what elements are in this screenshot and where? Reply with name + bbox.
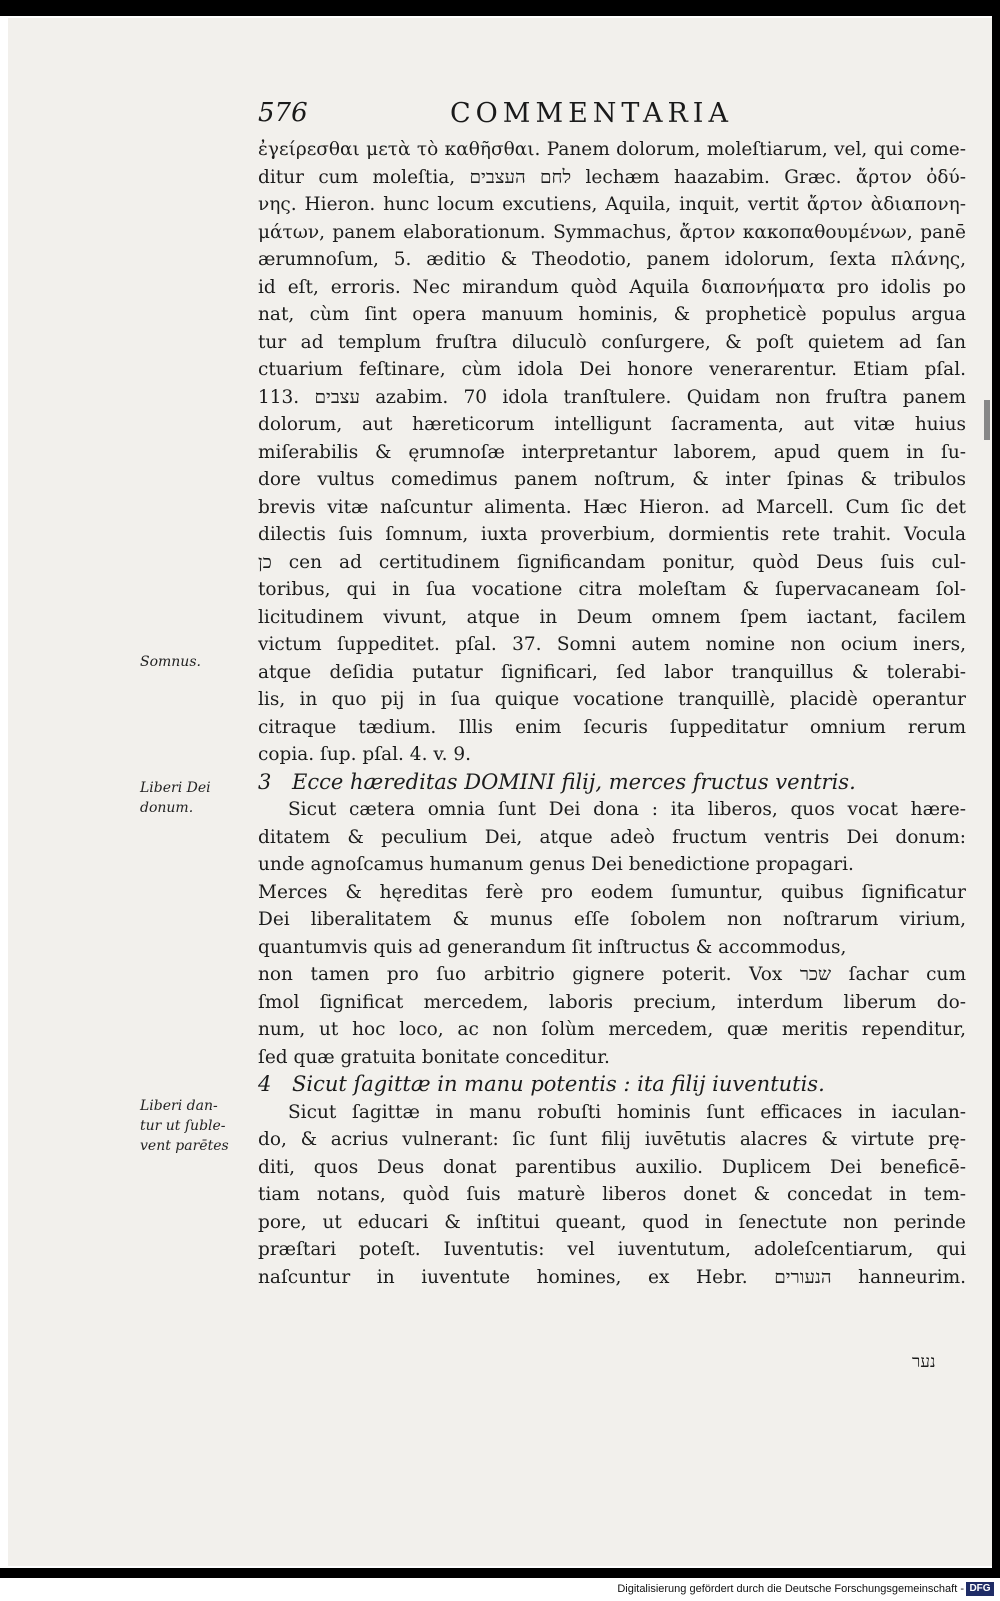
text-line: victum ſuppeditet. pſal. 37. Somni autem nomine non ocium iners, xyxy=(258,634,966,655)
text-line: toribus, qui in ſua vocatione citra moleſtam & ſupervacaneam ſol- xyxy=(258,579,966,600)
text-line: ditur cum moleſtia, לחם העצבים lechæm haazabim. Græc. ἄρτον ὀδύ- xyxy=(258,166,966,188)
text-line: כן cen ad certitudinem ſignificandam ponitur, quòd Deus ſuis cul- xyxy=(258,551,966,573)
margin-note-line: Liberi dan- xyxy=(140,1098,218,1114)
right-frame-edge xyxy=(992,16,1000,1568)
margin-note-line: tur ut ſuble- xyxy=(140,1118,226,1134)
text-line: μάτων, panem elaborationum. Symmachus, ἄρτον κακοπαθουμένων, panē xyxy=(258,221,966,243)
text-line: ſed quæ gratuita bonitate conceditur. xyxy=(258,1046,610,1068)
verse-text: Sicut ſagittæ in manu potentis : ita filij iuventutis. xyxy=(292,1072,825,1096)
text-line: dore vultus comedimus panem noſtrum, & inter ſpinas & tribulos xyxy=(258,469,966,490)
margin-note-line: Liberi Dei xyxy=(140,780,211,796)
margin-note-liberi-dei xyxy=(140,778,258,818)
text-line: copia. ſup. pſal. 4. v. 9. xyxy=(258,744,472,765)
bottom-frame-bar xyxy=(0,1568,1000,1578)
text-line: ctuarium feſtinare, cùm idola Dei honore venerarentur. Etiam pſal. xyxy=(258,359,966,380)
text-line: Sicut ſagittæ in manu robuſti hominis ſunt efficaces in iaculan- xyxy=(288,1101,966,1123)
text-line: miſerabilis & ęrumnoſæ interpretantur laborem, apud quem in ſu- xyxy=(258,441,966,463)
text-line: unde agnoſcamus humanum genus Dei benedictione propagari. xyxy=(258,854,854,875)
page-number: 576 xyxy=(258,98,308,128)
verse-number: 4 xyxy=(258,1072,272,1096)
margin-note-somnus xyxy=(140,652,258,672)
scan-edge-mark xyxy=(984,400,990,440)
margin-note-line: vent parētes xyxy=(140,1138,229,1154)
verse-4-line xyxy=(258,1071,966,1099)
text-line: licitudinem vivunt, atque in Deum omnem ſpem iactant, facilem xyxy=(258,606,966,628)
text-line: nat, cùm ſint opera manuum hominis, & propheticè populus argua xyxy=(258,304,966,325)
text-line: tiam notans, quòd ſuis maturè liberos donet & concedat in tem- xyxy=(258,1184,966,1205)
dfg-logo[interactable]: DFG xyxy=(966,1582,994,1596)
margin-note-liberi-dantur xyxy=(140,1096,258,1156)
text-line: dolorum, aut hæreticorum intelligunt ſacramenta, aut vitæ huius xyxy=(258,414,966,435)
text-line: pore, ut educari & inſtitui queant, quod in ſenectute non perinde xyxy=(258,1211,966,1233)
page-header xyxy=(258,98,818,138)
text-line: Sicut cætera omnia ſunt Dei dona : ita liberos, quos vocat hære- xyxy=(288,799,966,820)
margin-note-line: donum. xyxy=(140,800,194,816)
text-line: num, ut hoc loco, ac non ſolùm mercedem, quæ meritis rependitur, xyxy=(258,1019,966,1040)
text-line: 113. עצבים azabim. 70 idola tranſtulere. Quidam non fruſtra panem xyxy=(258,386,966,408)
text-line: Dei liberalitatem & munus eſſe ſobolem non noſtrarum virium, xyxy=(258,909,966,930)
text-line: atque deſidia putatur ſignificari, ſed labor tranquillus & tolerabi- xyxy=(258,661,966,683)
text-line: citraque tædium. Illis enim ſecuris ſuppeditatur omnium rerum xyxy=(258,716,966,738)
text-line: præſtari poteſt. Iuventutis: vel iuventutum, adoleſcentiarum, qui xyxy=(258,1239,966,1260)
text-line: ditatem & peculium Dei, atque adeò fructum ventris Dei donum: xyxy=(258,826,966,848)
verse-number: 3 xyxy=(258,769,272,794)
text-line: brevis vitæ naſcuntur alimenta. Hæc Hieron. ad Marcell. Cum ſic det xyxy=(258,496,966,518)
text-line: id eſt, erroris. Nec mirandum quòd Aquila διαπονήματα pro idolis po xyxy=(258,276,966,298)
funding-footer: Digitalisierung gefördert durch die Deutsche Forschungsgemeinschaft - xyxy=(617,1583,964,1595)
running-title: COMMENTARIA xyxy=(450,98,733,129)
text-line: lis, in quo pij in ſua quique vocatione tranquillè, placidè operantur xyxy=(258,689,966,710)
text-line: ærumnoſum, 5. æditio & Theodotio, panem idolorum, ſexta πλάνης, xyxy=(258,249,966,270)
verse-text: Ecce hæreditas DOMINI filij, merces fructus ventris. xyxy=(292,769,856,794)
margin-note-line: Somnus. xyxy=(140,654,201,670)
top-frame-bar xyxy=(0,0,1000,16)
text-line: non tamen pro ſuo arbitrio gignere poterit. Vox שכר ſachar cum xyxy=(258,964,966,985)
text-line: ſmol ſignificat mercedem, laboris precium, interdum liberum do- xyxy=(258,991,966,1013)
verse-3-line xyxy=(258,769,966,797)
text-line: quantumvis quis ad generandum ſit inſtructus & accommodus, xyxy=(258,936,847,958)
text-line: do, & acrius vulnerant: ſic ſunt filij iuvētutis alacres & virtute prę- xyxy=(258,1129,966,1150)
text-line: tur ad templum fruſtra diluculò conſurgere, & poſt quietem ad ſan xyxy=(258,331,966,353)
text-line: Merces & hęreditas ferè pro eodem ſumuntur, quibus ſignificatur xyxy=(258,881,966,903)
catchword: נער xyxy=(912,1352,936,1372)
main-text-block xyxy=(258,136,966,1291)
text-line: ἐγείρεσθαι μετὰ τὸ καθῆσθαι. Panem dolorum, moleſtiarum, vel, qui come- xyxy=(258,139,966,160)
text-line: naſcuntur in iuventute homines, ex Hebr. הנעורים hanneurim. xyxy=(258,1266,966,1288)
text-line: diti, quos Deus donat parentibus auxilio. Duplicem Dei beneficē- xyxy=(258,1156,966,1178)
text-line: dilectis ſuis ſomnum, iuxta proverbium, dormientis rete trahit. Vocula xyxy=(258,524,966,545)
text-line: νης. Hieron. hunc locum excutiens, Aquila, inquit, vertit ἄρτον ὰδιαπονη- xyxy=(258,194,966,215)
